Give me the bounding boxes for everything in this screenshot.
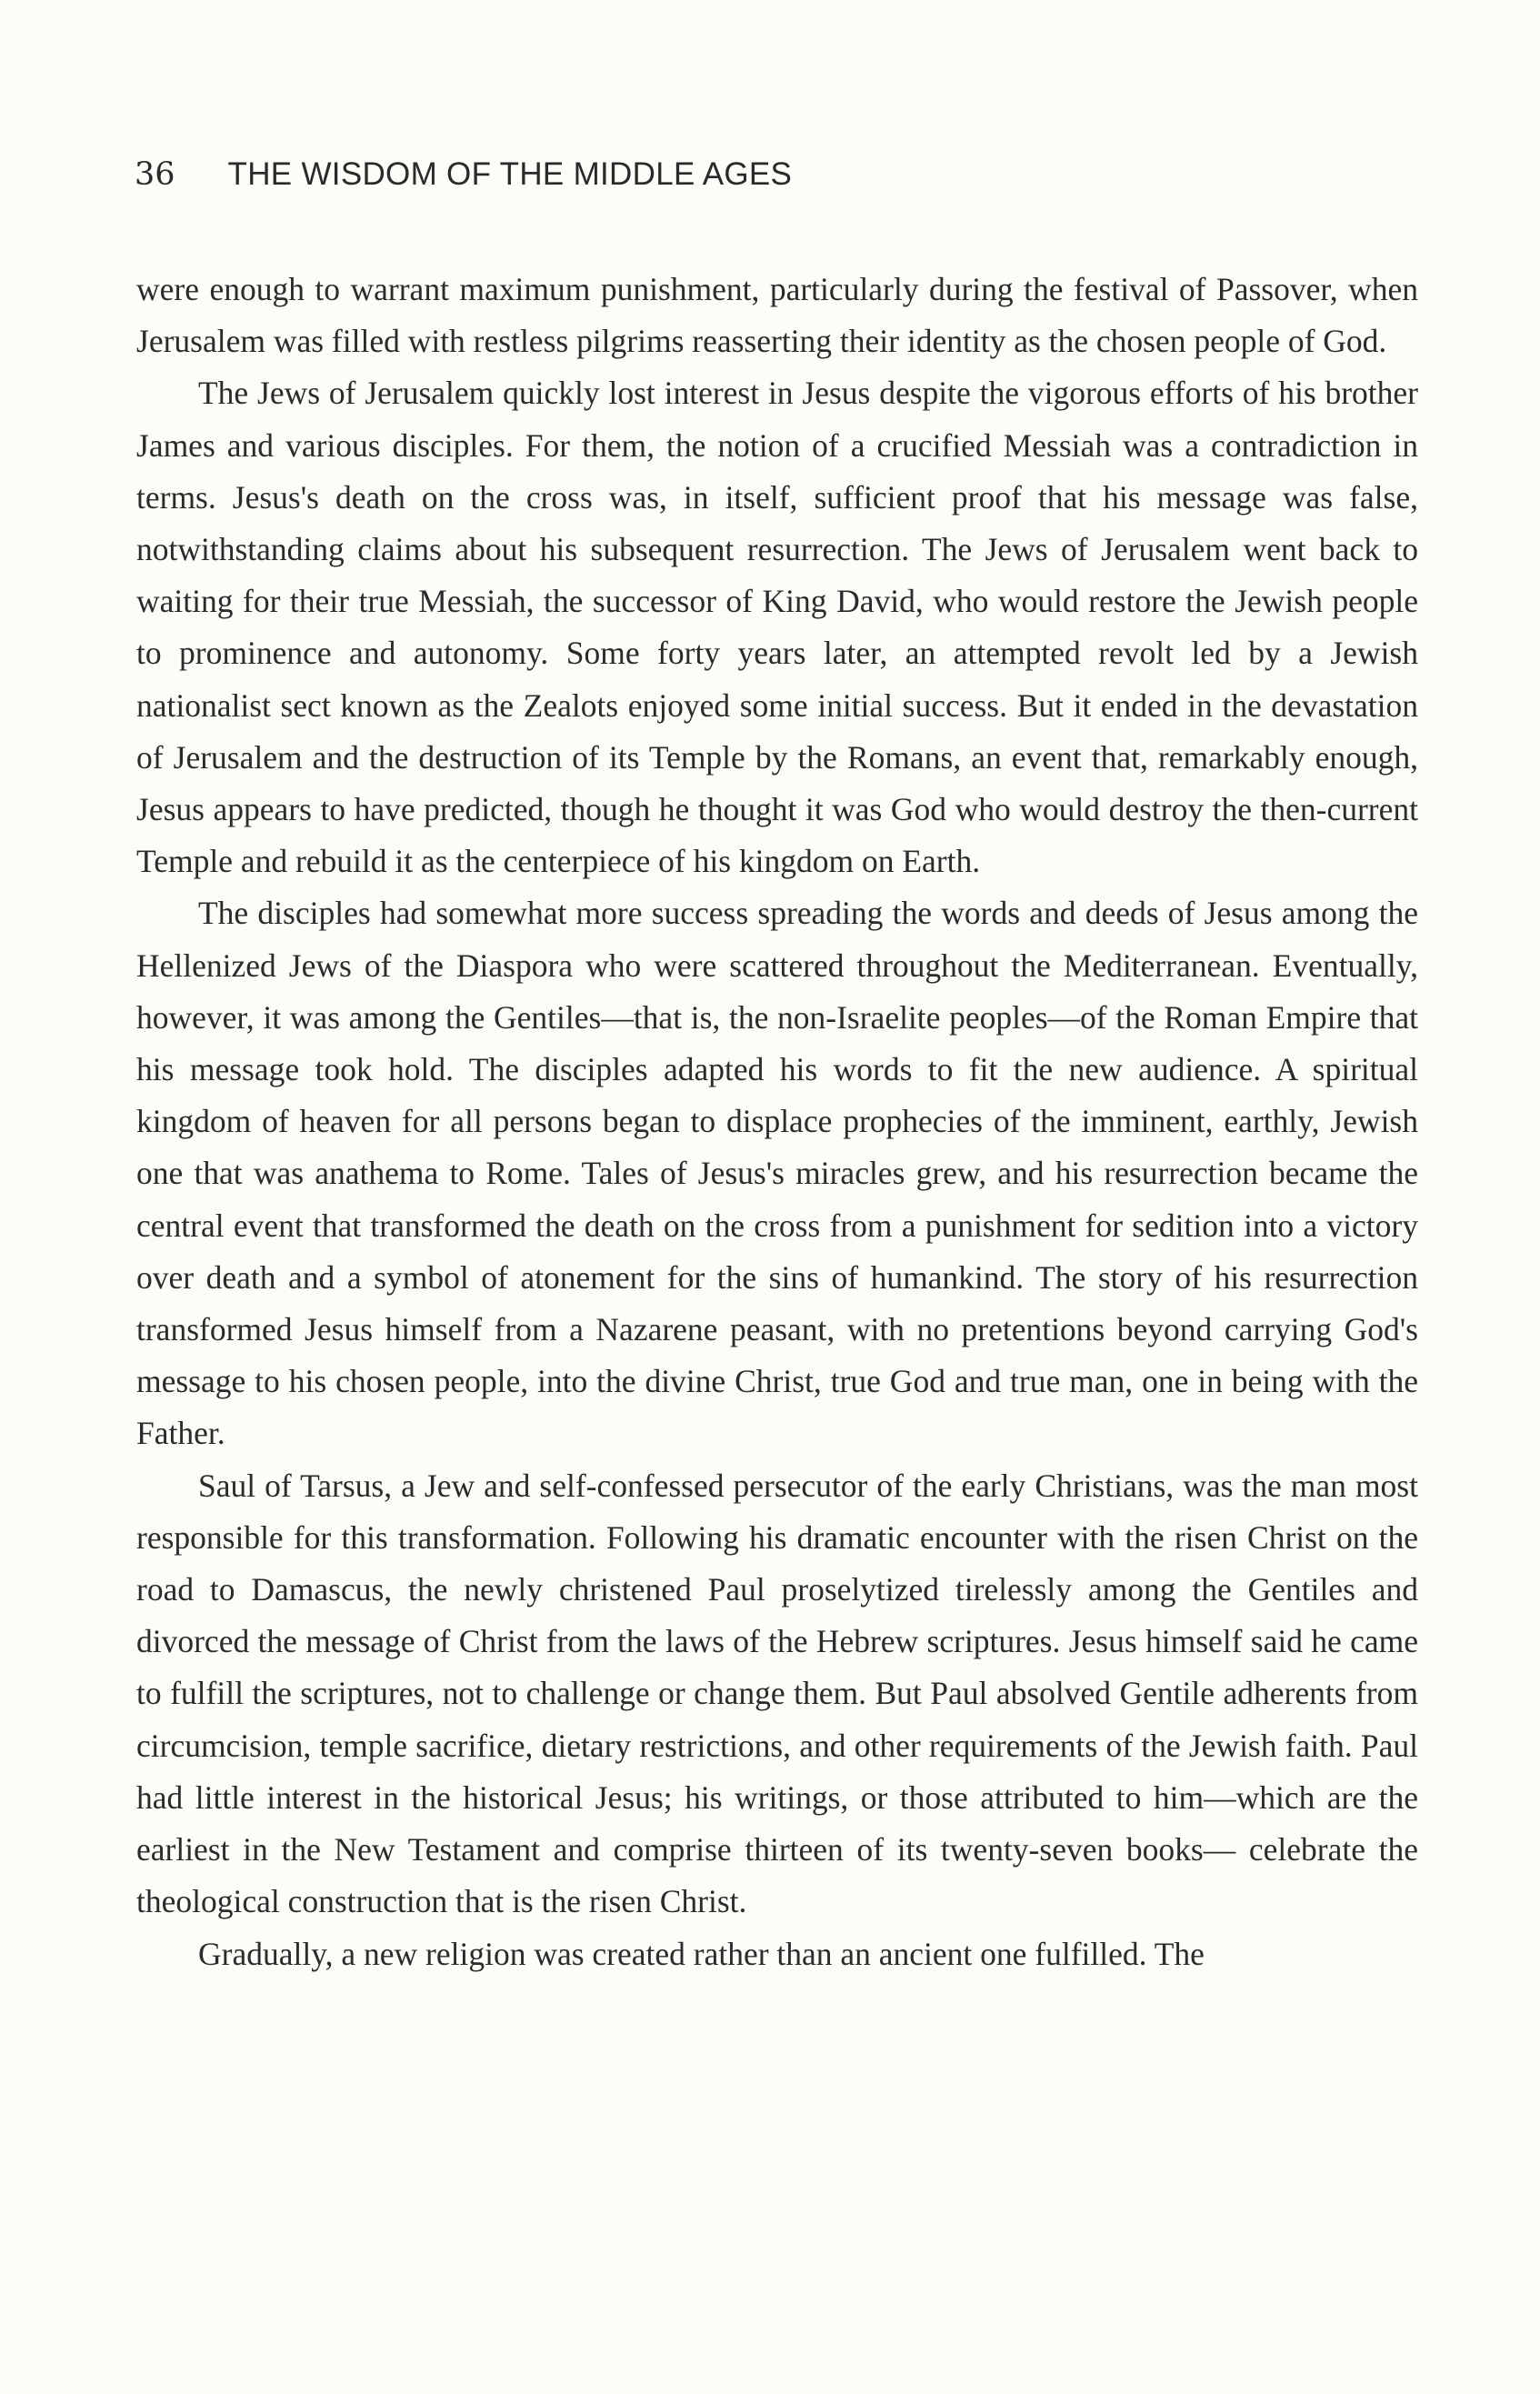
page-number: 36 — [135, 156, 175, 193]
book-title: THE WISDOM OF THE MIDDLE AGES — [227, 156, 793, 192]
paragraph-new-religion: Gradually, a new religion was created rather than an ancient one fulfilled. The — [198, 1935, 1205, 1972]
running-head — [135, 156, 792, 200]
paragraph-continued: were enough to warrant maximum punishment, particularly during the festival of Passover, when Jerusalem was filled with restless pilgrims reasserting their identity as the chosen people of God. — [136, 271, 1418, 360]
body-text — [136, 264, 1418, 1980]
paragraph-saul-of-tarsus: Saul of Tarsus, a Jew and self-confessed persecutor of the early Christians, was the man most responsible for this transformation. Following his dramatic encounter with the risen Christ on the road to Damascus, the newly christened Paul proselytized tirelessly among the Gentiles and divorced the message of Christ from the laws of the Hebrew scriptures. Jesus himself said he came to fulfill the scriptures, not to challenge or change them. But Paul absolved Gentile adherents from circumcision, temple sacrifice, dietary restrictions, and other requirements of the Jewish faith. Paul had little interest in the historical Jesus; his writings, or those attributed to him—which are the earliest in the New Testament and comprise thirteen of its twenty-seven books— celebrate the theological construction that is the risen Christ. — [136, 1467, 1418, 1920]
paragraph-jews-of-jerusalem: The Jews of Jerusalem quickly lost interest in Jesus despite the vigorous efforts of his brother James and various disciples. For them, the notion of a crucified Messiah was a contradiction in terms. Jesus's death on the cross was, in itself, sufficient proof that his message was false, notwithstanding claims about his subsequent resurrection. The Jews of Jerusalem went back to waiting for their true Messiah, the successor of King David, who would restore the Jewish people to prominence and autonomy. Some forty years later, an attempted revolt led by a Jewish nationalist sect known as the Zealots enjoyed some initial success. But it ended in the devastation of Jerusalem and the destruction of its Temple by the Romans, an event that, remarkably enough, Jesus appears to have predicted, though he thought it was God who would destroy the then-current Temple and rebuild it as the centerpiece of his kingdom on Earth. — [136, 375, 1418, 880]
paragraph-disciples: The disciples had somewhat more success spreading the words and deeds of Jesus among the Hellenized Jews of the Diaspora who were scattered throughout the Mediterranean. Eventually, however, it was among the Gentiles—that is, the non-Israelite peoples—of the Roman Empire that his message took hold. The disciples adapted his words to fit the new audience. A spiritual kingdom of heaven for all persons began to displace prophecies of the imminent, earthly, Jewish one that was anathema to Rome. Tales of Jesus's miracles grew, and his resurrection became the central event that transformed the death on the cross from a punishment for sedition into a victory over death and a symbol of atonement for the sins of humankind. The story of his resurrection transformed Jesus himself from a Nazarene peasant, with no pretentions beyond carrying God's message to his chosen people, into the divine Christ, true God and true man, one in being with the Father. — [136, 895, 1418, 1452]
